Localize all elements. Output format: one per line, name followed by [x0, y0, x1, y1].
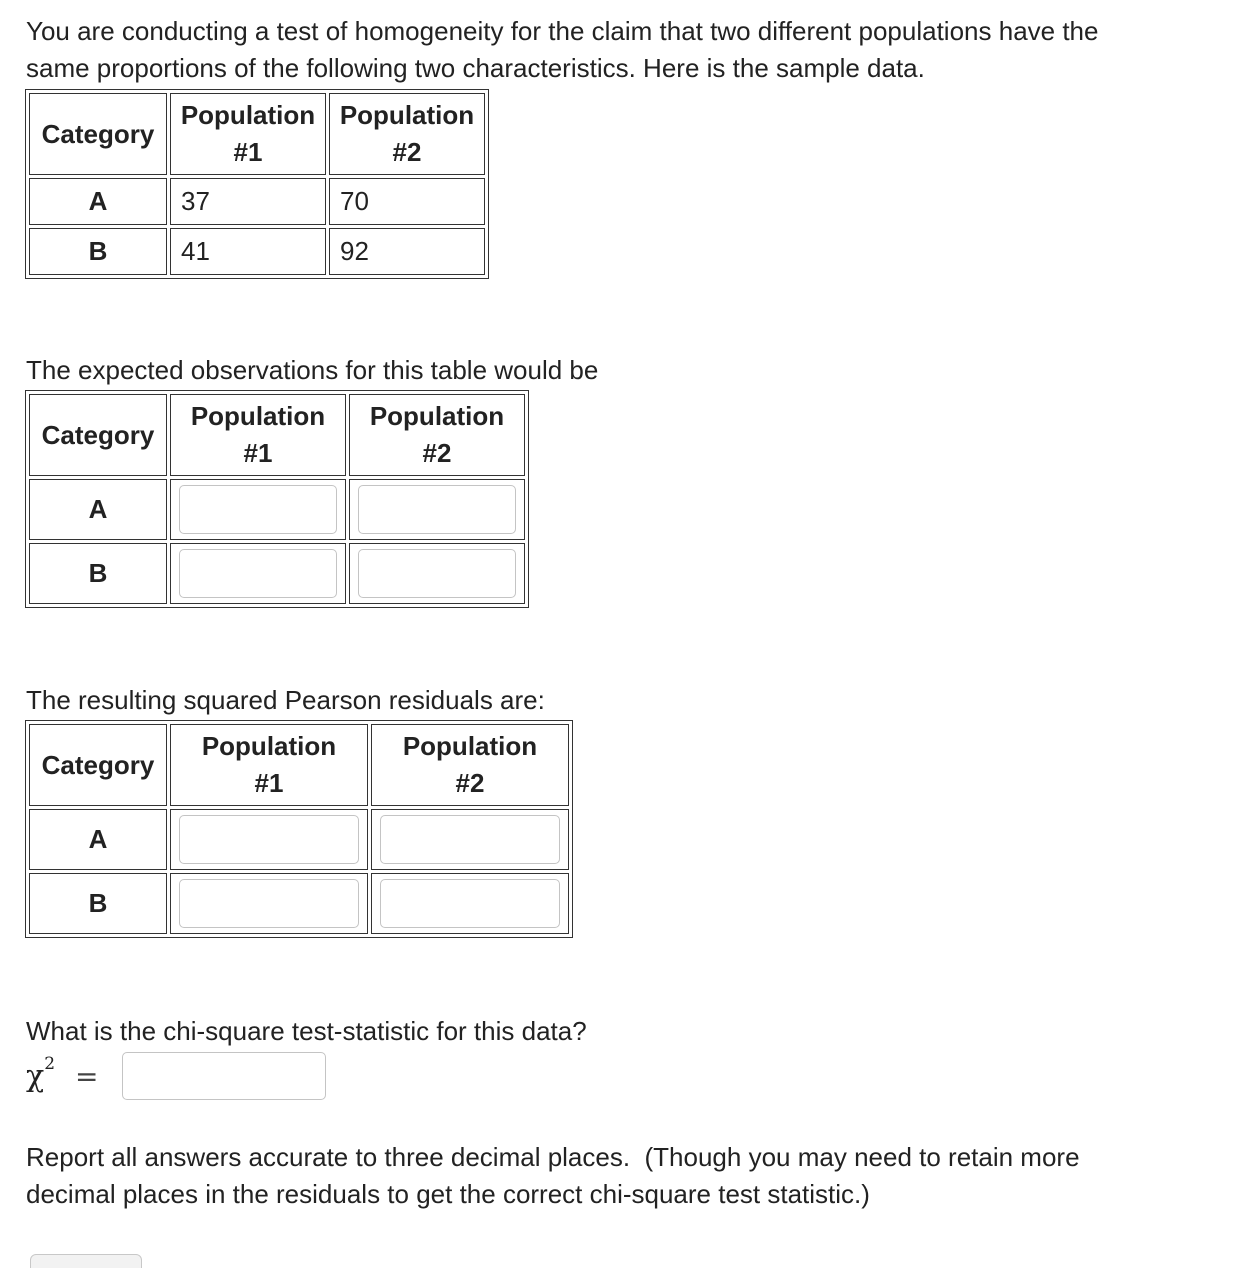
table-row	[29, 873, 569, 934]
expected-table	[25, 390, 529, 608]
observed-cell: 70	[329, 178, 485, 225]
column-header-population-1: Population #1	[170, 394, 346, 476]
observed-cell: 37	[170, 178, 326, 225]
chi-square-input[interactable]	[122, 1052, 326, 1100]
table-row	[29, 228, 485, 275]
table-header-row	[29, 724, 569, 806]
residuals-heading: The resulting squared Pearson residuals are:	[26, 685, 545, 715]
submit-button[interactable]	[30, 1254, 142, 1268]
observed-cell: 92	[329, 228, 485, 275]
chi-square-question: What is the chi-square test-statistic for this data?	[26, 1016, 587, 1046]
table-row	[29, 543, 525, 604]
expected-heading: The expected observations for this table would be	[26, 355, 599, 385]
equals-sign: =	[75, 1059, 99, 1093]
chi-square-answer-row	[26, 1051, 326, 1101]
residual-b-pop1-input[interactable]	[179, 879, 359, 928]
sample-data-table	[25, 89, 489, 279]
column-header-population-2: Population #2	[371, 724, 569, 806]
expected-a-pop1-input[interactable]	[179, 485, 337, 534]
expected-b-pop2-input[interactable]	[358, 549, 516, 598]
column-header-population-2: Population #2	[349, 394, 525, 476]
intro-text	[26, 13, 1098, 87]
table-row	[29, 178, 485, 225]
expected-b-pop1-input[interactable]	[179, 549, 337, 598]
category-cell: B	[29, 543, 167, 604]
category-cell: A	[29, 809, 167, 870]
residuals-table	[25, 720, 573, 938]
intro-line-1: You are conducting a test of homogeneity for the claim that two different populations have the	[26, 16, 1099, 46]
chi-square-symbol: $\chi^2$	[26, 1053, 56, 1094]
table-header-row	[29, 93, 485, 175]
category-cell: A	[29, 479, 167, 540]
instructions-text	[26, 1139, 1080, 1213]
intro-line-2: same proportions of the following two characteristics. Here is the sample data.	[26, 53, 925, 83]
category-cell: B	[29, 228, 167, 275]
column-header-category: Category	[29, 93, 167, 175]
table-header-row	[29, 394, 525, 476]
column-header-population-1: Population #1	[170, 724, 368, 806]
column-header-category: Category	[29, 724, 167, 806]
category-cell: A	[29, 178, 167, 225]
residual-b-pop2-input[interactable]	[380, 879, 560, 928]
observed-cell: 41	[170, 228, 326, 275]
expected-a-pop2-input[interactable]	[358, 485, 516, 534]
column-header-category: Category	[29, 394, 167, 476]
table-row	[29, 479, 525, 540]
column-header-population-1: Population #1	[170, 93, 326, 175]
instructions-line-2: decimal places in the residuals to get the correct chi-square test statistic.)	[26, 1179, 870, 1209]
residual-a-pop1-input[interactable]	[179, 815, 359, 864]
table-row	[29, 809, 569, 870]
residual-a-pop2-input[interactable]	[380, 815, 560, 864]
column-header-population-2: Population #2	[329, 93, 485, 175]
instructions-line-1: Report all answers accurate to three decimal places. (Though you may need to retain more	[26, 1142, 1080, 1172]
category-cell: B	[29, 873, 167, 934]
